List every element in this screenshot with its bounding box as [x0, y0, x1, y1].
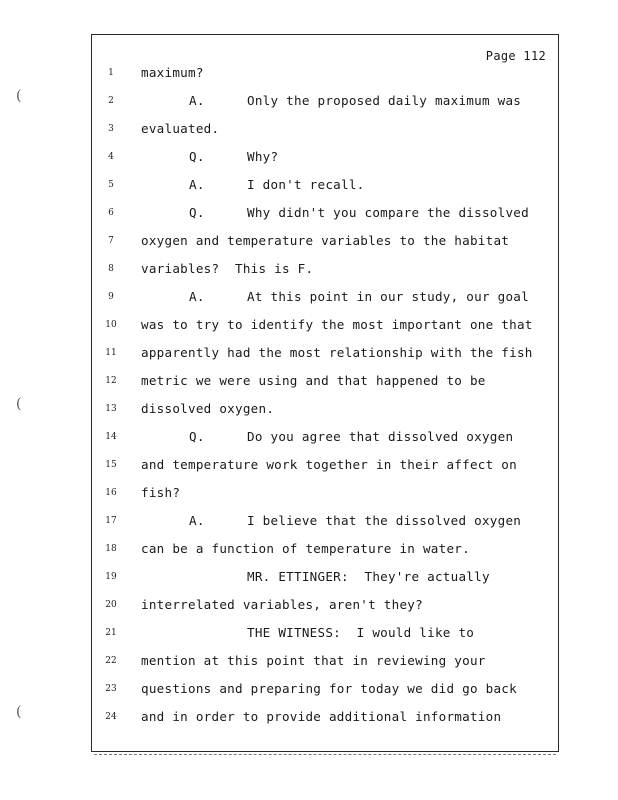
line-number: 12 [105, 376, 117, 386]
line-text [141, 317, 533, 332]
line-number: 18 [105, 544, 117, 554]
line-text [141, 121, 219, 136]
line-number: 5 [108, 180, 114, 190]
line-number: 24 [105, 712, 117, 722]
speaker-label: A. [189, 513, 205, 528]
testimony-text: dissolved oxygen. [141, 401, 275, 416]
line-text [141, 261, 313, 276]
line-text [189, 513, 521, 528]
testimony-text: fish? [141, 485, 181, 500]
testimony-text: Only the proposed daily maximum was [247, 93, 522, 108]
line-text [141, 597, 423, 612]
margin-mark: ( [16, 704, 22, 720]
testimony-text: variables? This is F. [141, 261, 314, 276]
line-number: 3 [108, 124, 114, 134]
margin-mark: ( [16, 396, 22, 412]
transcript-line [92, 597, 558, 625]
line-number: 19 [105, 572, 117, 582]
line-number: 14 [105, 432, 117, 442]
transcript-line [92, 233, 558, 261]
line-number: 6 [108, 208, 114, 218]
transcript-line [92, 457, 558, 485]
line-number: 16 [105, 488, 117, 498]
page-bottom-edge [94, 754, 556, 755]
testimony-text: Why didn't you compare the dissolved [247, 205, 529, 220]
testimony-text: can be a function of temperature in water. [141, 541, 470, 556]
transcript-page [91, 34, 559, 752]
transcript-line [92, 177, 558, 205]
transcript-line [92, 401, 558, 429]
line-text [141, 345, 533, 360]
transcript-line [92, 317, 558, 345]
line-text [189, 205, 529, 220]
line-number: 2 [108, 96, 114, 106]
line-text [141, 65, 204, 80]
line-number: 20 [105, 600, 117, 610]
transcript-line [92, 513, 558, 541]
speaker-label: A. [189, 289, 205, 304]
transcript-line [92, 653, 558, 681]
testimony-text: Why? [247, 149, 279, 164]
transcript-line [92, 93, 558, 121]
transcript-line [92, 121, 558, 149]
transcript-line [92, 485, 558, 513]
transcript-line [92, 625, 558, 653]
testimony-text: questions and preparing for today we did go back [141, 681, 517, 696]
line-text [141, 709, 501, 724]
margin-mark: ( [16, 88, 22, 104]
speaker-label: Q. [189, 149, 205, 164]
line-number: 8 [108, 264, 114, 274]
line-number: 17 [105, 516, 117, 526]
testimony-text: apparently had the most relationship with the fish [141, 345, 533, 360]
testimony-text: and temperature work together in their affect on [141, 457, 517, 472]
line-number: 11 [105, 348, 117, 358]
transcript-line [92, 65, 558, 93]
line-text [189, 177, 364, 192]
line-number: 4 [108, 152, 114, 162]
speaker-label: A. [189, 93, 205, 108]
line-text [189, 149, 278, 164]
transcript-line [92, 681, 558, 709]
line-number: 7 [108, 236, 114, 246]
transcript-line [92, 289, 558, 317]
line-number: 23 [105, 684, 117, 694]
transcript-line [92, 149, 558, 177]
testimony-text: and in order to provide additional information [141, 709, 502, 724]
speaker-label: Q. [189, 429, 205, 444]
line-text [247, 569, 490, 584]
transcript-line [92, 569, 558, 597]
line-number: 15 [105, 460, 117, 470]
speaker-label: Q. [189, 205, 205, 220]
line-text [141, 373, 486, 388]
testimony-text: At this point in our study, our goal [247, 289, 529, 304]
line-number: 21 [105, 628, 117, 638]
line-number: 10 [105, 320, 117, 330]
line-text [141, 401, 274, 416]
line-number: 9 [108, 292, 114, 302]
speaker-label: A. [189, 177, 205, 192]
testimony-text: maximum? [141, 65, 204, 80]
line-text [189, 429, 513, 444]
transcript-line [92, 205, 558, 233]
transcript-line [92, 345, 558, 373]
transcript-line [92, 373, 558, 401]
line-text [141, 541, 470, 556]
line-number: 13 [105, 404, 117, 414]
line-text [189, 93, 521, 108]
line-number: 1 [108, 68, 114, 78]
testimony-text: was to try to identify the most important one that [141, 317, 533, 332]
line-text [247, 625, 474, 640]
testimony-text: Do you agree that dissolved oxygen [247, 429, 514, 444]
transcript-line [92, 429, 558, 457]
testimony-text: oxygen and temperature variables to the habitat [141, 233, 510, 248]
line-text [189, 289, 529, 304]
page-number: Page 112 [485, 49, 546, 63]
transcript-line [92, 261, 558, 289]
testimony-text: interrelated variables, aren't they? [141, 597, 423, 612]
transcript-line [92, 541, 558, 569]
line-text [141, 485, 180, 500]
line-text [141, 457, 517, 472]
line-text [141, 681, 517, 696]
testimony-text: I believe that the dissolved oxygen [247, 513, 522, 528]
testimony-text: metric we were using and that happened to be [141, 373, 486, 388]
transcript-line [92, 709, 558, 737]
line-text [141, 653, 486, 668]
line-text [141, 233, 509, 248]
testimony-text: MR. ETTINGER: They're actually [247, 569, 490, 584]
testimony-text: mention at this point that in reviewing your [141, 653, 486, 668]
testimony-text: THE WITNESS: I would like to [247, 625, 475, 640]
line-number: 22 [105, 656, 117, 666]
testimony-text: evaluated. [141, 121, 220, 136]
testimony-text: I don't recall. [247, 177, 365, 192]
